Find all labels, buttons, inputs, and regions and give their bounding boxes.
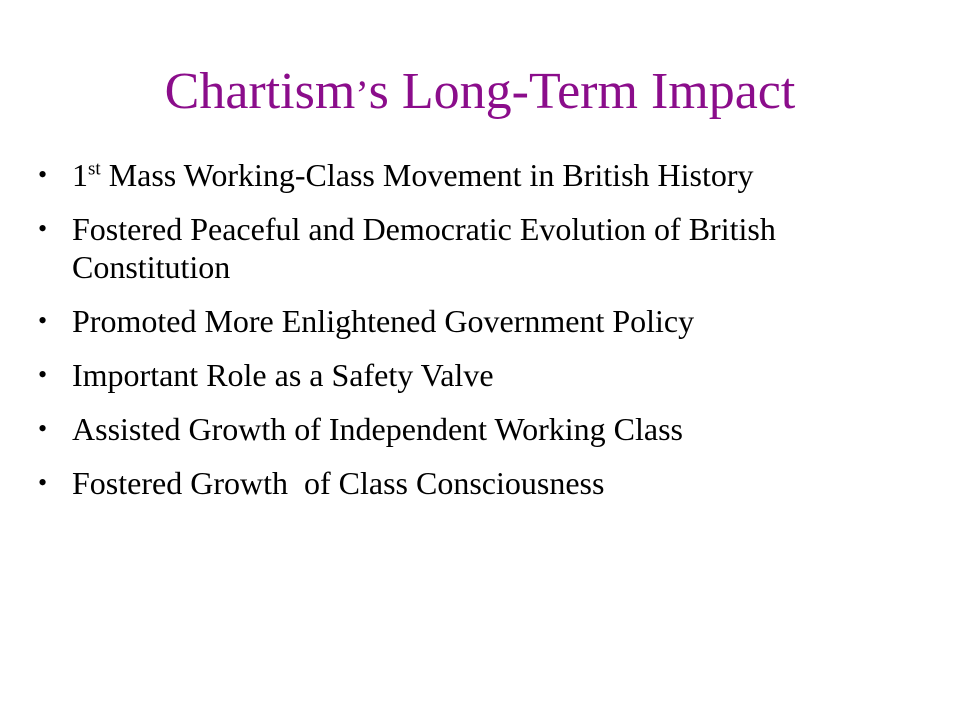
bullet-item-1 (38, 156, 918, 194)
bullet-dot-icon: • (38, 306, 48, 335)
bullet-dot-icon: • (38, 160, 48, 189)
title-part-rest: s Long-Term Impact (368, 63, 796, 120)
bullet-text-2: Fostered Peaceful and Democratic Evolution of British Constitution (72, 211, 776, 285)
bullet-list (38, 156, 918, 518)
slide-title (0, 52, 960, 135)
bullet-dot-icon: • (38, 468, 48, 497)
title-apostrophe: ’ (355, 72, 369, 117)
bullet-1-superscript: st (88, 158, 101, 180)
bullet-text-4: Important Role as a Safety Valve (72, 357, 494, 393)
bullet-text-6: Fostered Growth of Class Consciousness (72, 465, 605, 501)
bullet-item-4 (38, 356, 918, 394)
bullet-text-3: Promoted More Enlightened Government Policy (72, 303, 695, 339)
title-part-chartism: Chartism (164, 63, 356, 120)
bullet-dot-icon: • (38, 214, 48, 243)
bullet-dot-icon: • (38, 360, 48, 389)
bullet-item-2 (38, 210, 918, 286)
bullet-1-number: 1 (72, 157, 88, 193)
bullet-item-6 (38, 464, 918, 502)
bullet-text-5: Assisted Growth of Independent Working Class (72, 411, 683, 447)
bullet-1-text: Mass Working-Class Movement in British History (100, 157, 754, 193)
bullet-text-1 (72, 157, 754, 193)
bullet-item-5 (38, 410, 918, 448)
bullet-dot-icon: • (38, 414, 48, 443)
bullet-item-3 (38, 302, 918, 340)
